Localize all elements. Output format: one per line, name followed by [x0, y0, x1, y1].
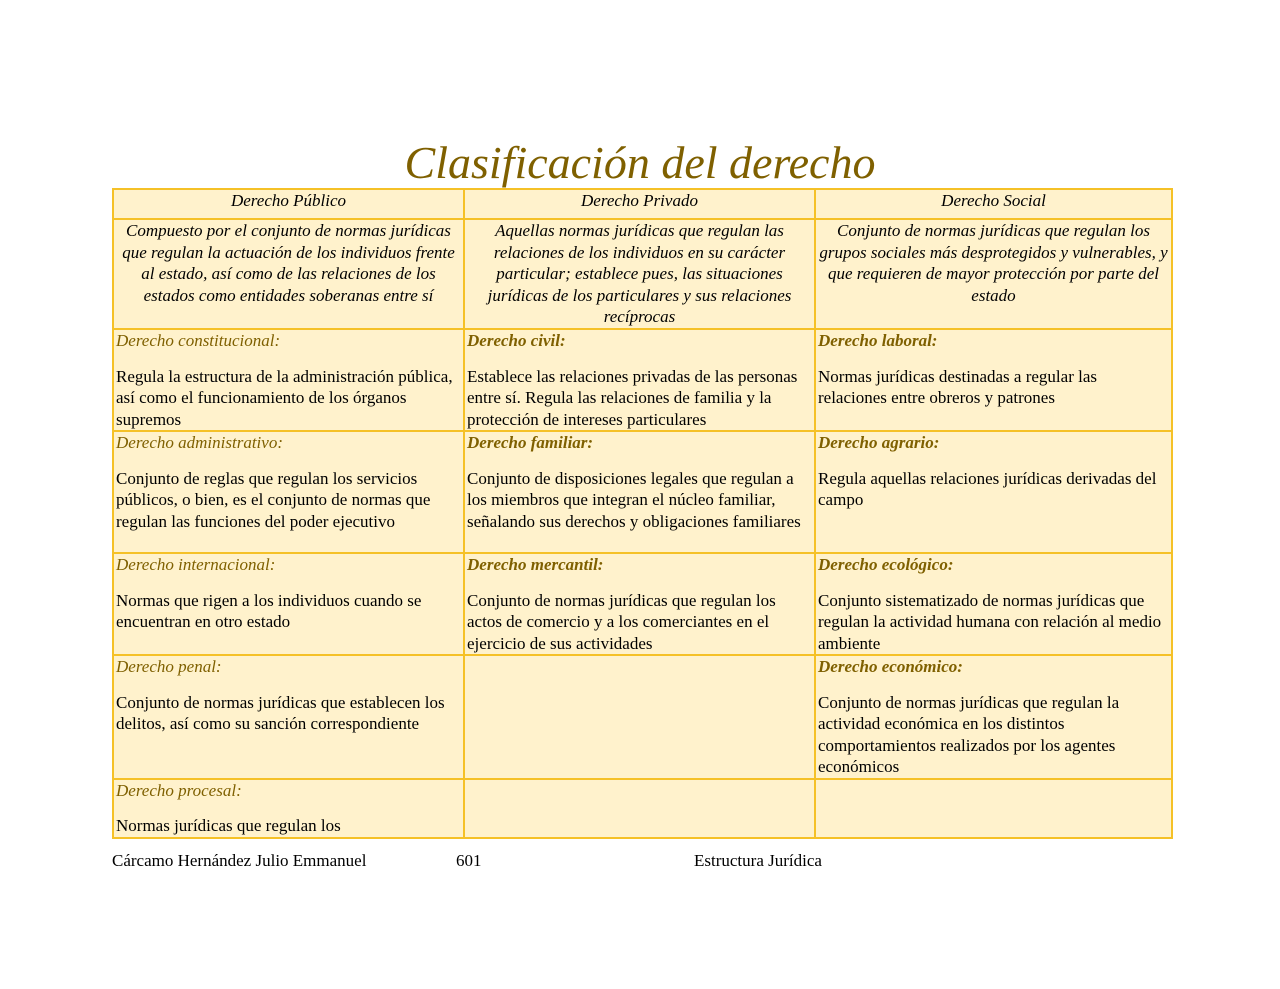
definition-social: Conjunto de normas jurídicas que regulan los grupos sociales más desprotegidos y vulnerables, y que requieren de mayor protección por parte del estado [815, 219, 1172, 329]
table-cell [815, 655, 1172, 779]
cell-text: Conjunto de normas jurídicas que regulan la actividad económica en los distintos comportamientos realizados por los agentes económicos [818, 692, 1120, 776]
table-cell [113, 431, 464, 553]
header-privado: Derecho Privado [464, 189, 815, 219]
table-row [113, 655, 1172, 779]
cell-text: Establece las relaciones privadas de las personas entre sí. Regula las relaciones de familia y la protección de intereses particulares [467, 366, 798, 429]
cell-text: Conjunto sistematizado de normas jurídicas que regulan la actividad humana con relación al medio ambiente [818, 590, 1162, 653]
cell-text: Regula aquellas relaciones jurídicas derivadas del campo [818, 468, 1157, 509]
cell-text: Conjunto de normas jurídicas que regulan los actos de comercio y a los comerciantes en el ejercicio de sus actividades [467, 590, 776, 653]
cell-label: Derecho mercantil: [467, 555, 604, 574]
table-cell [464, 329, 815, 431]
empty-cell [815, 779, 1172, 838]
cell-label: Derecho constitucional: [116, 331, 281, 350]
header-social: Derecho Social [815, 189, 1172, 219]
cell-label: Derecho penal: [116, 657, 222, 676]
table-row [113, 779, 1172, 838]
cell-text: Conjunto de disposiciones legales que regulan a los miembros que integran el núcleo familiar, señalando sus derechos y obligaciones familiares [467, 468, 801, 531]
table-row [113, 329, 1172, 431]
footer-group: 601 [456, 851, 482, 870]
footer-subject: Estructura Jurídica [694, 851, 822, 870]
table-row [113, 553, 1172, 655]
table-cell [113, 329, 464, 431]
definition-row [113, 219, 1172, 329]
cell-text: Normas jurídicas destinadas a regular las relaciones entre obreros y patrones [818, 366, 1097, 407]
cell-label: Derecho familiar: [467, 433, 594, 452]
cell-label: Derecho laboral: [818, 331, 938, 350]
classification-table [112, 188, 1173, 839]
empty-cell [464, 655, 815, 779]
cell-text: Regula la estructura de la administración pública, así como el funcionamiento de los órganos supremos [116, 366, 453, 429]
cell-text: Normas jurídicas que regulan los [116, 816, 341, 835]
definition-privado: Aquellas normas jurídicas que regulan las relaciones de los individuos en su carácter particular; establece pues, las situaciones jurídicas de los particulares y sus relaciones recíprocas [464, 219, 815, 329]
page-title: Clasificación del derecho [404, 137, 876, 188]
table-cell [464, 553, 815, 655]
table-cell [464, 431, 815, 553]
cell-label: Derecho administrativo: [116, 433, 283, 452]
table-cell [815, 431, 1172, 553]
cell-text: Normas que rigen a los individuos cuando se encuentran en otro estado [116, 590, 422, 631]
cell-label: Derecho civil: [467, 331, 566, 350]
cell-label: Derecho agrario: [818, 433, 940, 452]
cell-text: Conjunto de reglas que regulan los servicios públicos, o bien, es el conjunto de normas que regulan las funciones del poder ejecutivo [116, 468, 431, 531]
cell-label: Derecho internacional: [116, 555, 276, 574]
empty-cell [464, 779, 815, 838]
table-cell [815, 553, 1172, 655]
cell-text: Conjunto de normas jurídicas que establecen los delitos, así como su sanción correspondiente [116, 692, 445, 733]
cell-label: Derecho económico: [818, 657, 963, 676]
table-row [113, 431, 1172, 553]
table-cell [113, 779, 464, 838]
definition-publico: Compuesto por el conjunto de normas jurídicas que regulan la actuación de los individuos frente al estado, así como de las relaciones de los estados como entidades soberanas entre sí [113, 219, 464, 329]
table-cell [113, 655, 464, 779]
table-cell [815, 329, 1172, 431]
footer-author: Cárcamo Hernández Julio Emmanuel [112, 851, 367, 870]
cell-label: Derecho procesal: [116, 780, 242, 800]
cell-label: Derecho ecológico: [818, 555, 954, 574]
header-row [113, 189, 1172, 219]
table-cell [113, 553, 464, 655]
header-publico: Derecho Público [113, 189, 464, 219]
